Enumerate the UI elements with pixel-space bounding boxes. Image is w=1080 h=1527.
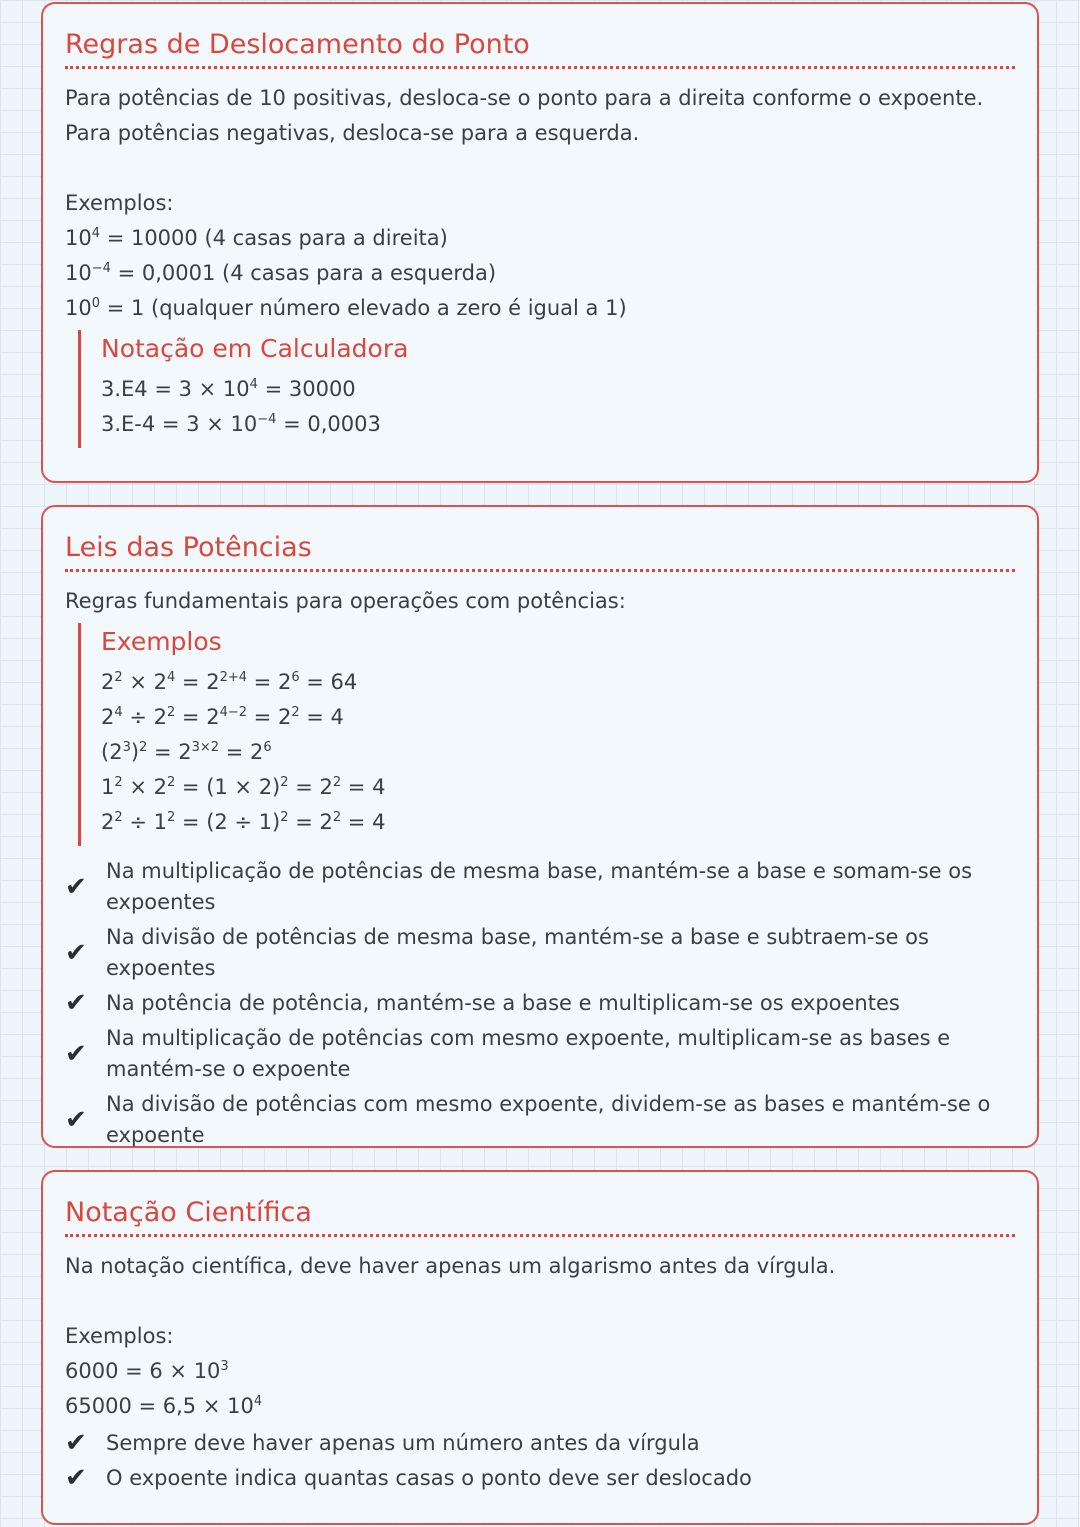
- power-examples-block: [78, 623, 1015, 846]
- card1-example-2: $10^{-4} = 0,0001$ (4 casas para a esquerda): [65, 261, 497, 285]
- check-icon: ✔: [65, 1428, 87, 1458]
- card3-examples-label: Exemplos:: [65, 1324, 174, 1348]
- card2-intro: Regras fundamentais para operações com potências:: [65, 589, 626, 613]
- calc-example-1: $3.E4 = 3 \times 10^4 = 30000$: [101, 377, 356, 401]
- card3-example-1: $6000 = 6 \times 10^3$: [65, 1359, 229, 1383]
- check-icon: ✔: [65, 937, 87, 968]
- power-examples-title: Exemplos: [101, 627, 222, 656]
- check-icon: ✔: [65, 1463, 87, 1493]
- check-icon: ✔: [65, 871, 87, 902]
- power-example-1: $2^2 \times 2^4 = 2^{2+4} = 2^6 = 64$: [101, 670, 358, 694]
- power-example-3: $(2^3)^2 = 2^{3\times 2} = 2^6$: [101, 740, 272, 764]
- list-item: ✔ Na divisão de potências de mesma base, mantém-se a base e subtraem-se os expoentes: [65, 925, 929, 980]
- card3-title: Notação Científica: [65, 1194, 1015, 1237]
- card3-intro: Na notação científica, deve haver apenas um algarismo antes da vírgula.: [65, 1254, 836, 1278]
- check-icon: ✔: [65, 988, 87, 1018]
- power-example-4: $1^2 \times 2^2 = (1 \times 2)^2 = 2^2 = 4$: [101, 775, 386, 799]
- card-deslocamento-ponto: [41, 2, 1039, 483]
- check-icon: ✔: [65, 1038, 87, 1069]
- list-item: ✔ Sempre deve haver apenas um número antes da vírgula: [65, 1428, 700, 1458]
- card-leis-potencias: [41, 505, 1039, 1148]
- calculator-notation-title: Notação em Calculadora: [101, 334, 409, 363]
- card-notacao-cientifica: [41, 1170, 1039, 1525]
- card3-example-2: $65000 = 6,5 \times 10^4$: [65, 1394, 263, 1418]
- card1-example-3: $10^0 = 1$ (qualquer número elevado a zero é igual a 1): [65, 296, 627, 320]
- card1-examples-label: Exemplos:: [65, 191, 174, 215]
- list-item: ✔ Na potência de potência, mantém-se a base e multiplicam-se os expoentes: [65, 988, 900, 1018]
- calculator-notation-block: [78, 330, 1015, 448]
- card1-example-1: $10^4 = 10000$ (4 casas para a direita): [65, 226, 448, 250]
- check-icon: ✔: [65, 1104, 87, 1135]
- card1-title: Regras de Deslocamento do Ponto: [65, 26, 1015, 69]
- card2-title: Leis das Potências: [65, 529, 1015, 572]
- power-example-5: $2^2 \div 1^2 = (2 \div 1)^2 = 2^2 = 4$: [101, 810, 386, 834]
- power-example-2: $2^4 \div 2^2 = 2^{4-2} = 2^2 = 4$: [101, 705, 344, 729]
- card1-intro: Para potências de 10 positivas, desloca-se o ponto para a direita conforme o expoente. Para potências negativas, desloca-se para a esquerda.: [65, 86, 984, 145]
- scientific-rules-list: [65, 1428, 1015, 1494]
- list-item: ✔ Na multiplicação de potências de mesma base, mantém-se a base e somam-se os expoentes: [65, 859, 973, 914]
- list-item: ✔ O expoente indica quantas casas o ponto deve ser deslocado: [65, 1463, 752, 1493]
- calc-example-2: $3.E-4 = 3 \times 10^{-4} = 0,0003$: [101, 412, 381, 436]
- list-item: ✔ Na multiplicação de potências com mesmo expoente, multiplicam-se as bases e mantém-se o expoente: [65, 1026, 951, 1081]
- power-rules-list: [65, 856, 1015, 1151]
- list-item: ✔ Na divisão de potências com mesmo expoente, dividem-se as bases e mantém-se o expoente: [65, 1092, 991, 1147]
